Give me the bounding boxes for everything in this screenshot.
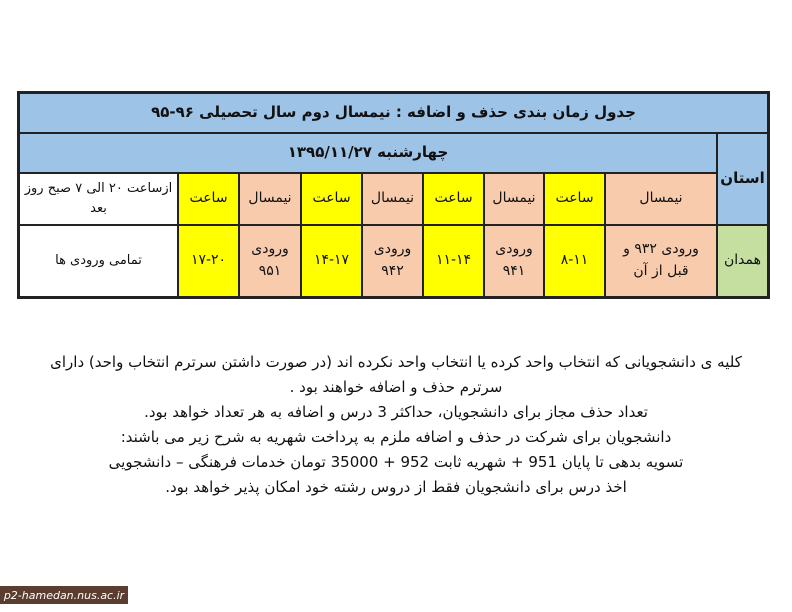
value-time-3: ۱۴-۱۷	[301, 225, 362, 297]
value-semester-1: ورودی ۹۳۲ و قبل از آن	[605, 225, 717, 297]
header-time-2: ساعت	[423, 173, 484, 225]
header-semester-1: نیمسال	[605, 173, 717, 225]
notes-block	[20, 350, 772, 500]
header-semester-3: نیمسال	[362, 173, 423, 225]
note-line: کلیه ی دانشجویانی که انتخاب واحد کرده یا انتخاب واحد نکرده اند (در صورت داشتن سرترم انتخاب واحد) دارای	[50, 353, 742, 371]
schedule-table	[17, 91, 770, 299]
header-time-3: ساعت	[301, 173, 362, 225]
note-line: تعداد حذف مجاز برای دانشجویان، حداکثر 3 درس و اضافه به هر تعداد خواهد بود.	[144, 403, 648, 421]
value-time-2: ۱۱-۱۴	[423, 225, 484, 297]
header-night-window: ازساعت ۲۰ الی ۷ صبح روز بعد	[19, 173, 178, 225]
site-footer-link[interactable]: p2-hamedan.nus.ac.ir	[0, 586, 128, 604]
date-row: چهارشنبه ۱۳۹۵/۱۱/۲۷	[19, 133, 717, 173]
province-value: همدان	[717, 225, 768, 297]
note-line: دانشجویان برای شرکت در حذف و اضافه ملزم به پرداخت شهریه به شرح زیر می باشند:	[120, 428, 672, 446]
note-line: سرترم حذف و اضافه خواهند بود .	[289, 378, 503, 396]
value-semester-3: ورودی ۹۴۲	[362, 225, 423, 297]
header-semester-2: نیمسال	[484, 173, 544, 225]
value-semester-4: ورودی ۹۵۱	[239, 225, 301, 297]
value-time-4: ۱۷-۲۰	[178, 225, 239, 297]
value-semester-2: ورودی ۹۴۱	[484, 225, 544, 297]
province-header: استان	[717, 133, 768, 225]
table-title: جدول زمان بندی حذف و اضافه : نیمسال دوم سال تحصیلی ۹۶-۹۵	[19, 93, 768, 133]
header-time-4: ساعت	[178, 173, 239, 225]
note-line: اخذ درس برای دانشجویان فقط از دروس رشته خود امکان پذیر خواهد بود.	[165, 478, 627, 496]
header-time-1: ساعت	[544, 173, 605, 225]
note-line: تسویه بدهی تا پایان 951 + شهریه ثابت 952 + 35000 تومان خدمات فرهنگی – دانشجویی	[108, 453, 684, 471]
header-semester-4: نیمسال	[239, 173, 301, 225]
value-night-window: تمامی ورودی ها	[19, 225, 178, 297]
value-time-1: ۸-۱۱	[544, 225, 605, 297]
